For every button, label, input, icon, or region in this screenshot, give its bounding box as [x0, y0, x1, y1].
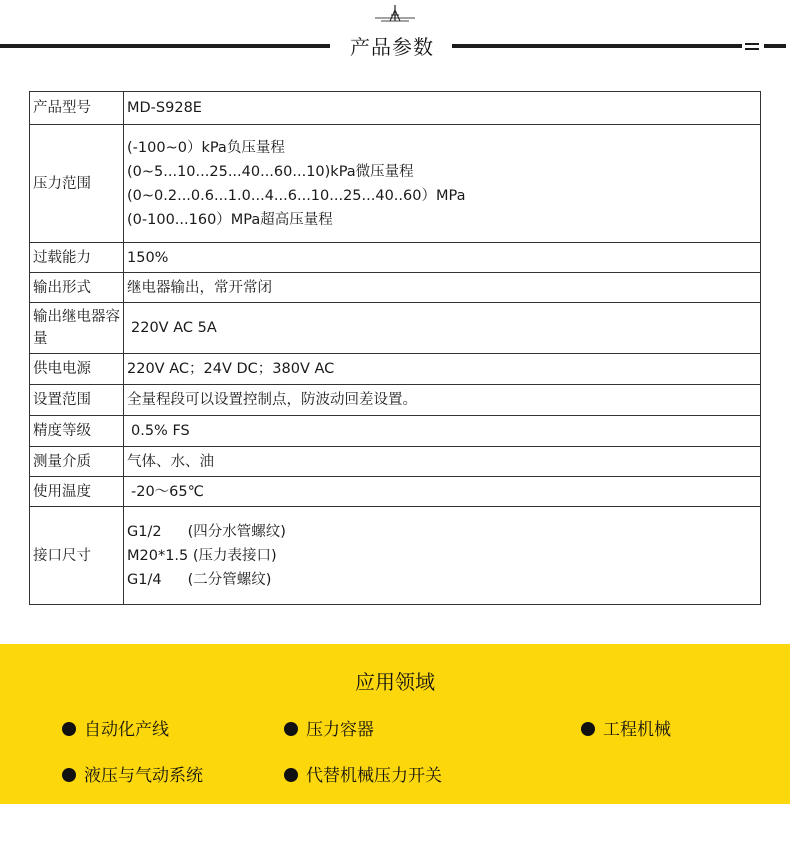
spec-value-line: [127, 520, 760, 544]
applications-section: [0, 644, 790, 804]
spec-value: [124, 507, 761, 605]
spec-value: 继电器输出，常开常闭: [124, 273, 761, 303]
table-row: [30, 354, 761, 385]
spec-value: [124, 125, 761, 243]
spec-key: 产品型号: [30, 92, 124, 125]
spec-key: 输出继电器容量: [30, 303, 124, 354]
spec-value: 220V AC；24V DC；380V AC: [124, 354, 761, 385]
spec-table: [29, 91, 761, 605]
spec-key: 测量介质: [30, 447, 124, 477]
spec-key: 供电电源: [30, 354, 124, 385]
spec-value-line: [127, 544, 760, 568]
table-row: [30, 92, 761, 125]
header-dash: [745, 43, 759, 45]
thread-desc: (二分管螺纹): [187, 571, 272, 588]
spec-key: 精度等级: [30, 416, 124, 447]
table-row: [30, 385, 761, 416]
bullet-icon: [284, 768, 298, 782]
spec-value-line: [127, 568, 760, 592]
header-line-right: [452, 44, 742, 48]
spec-key: 接口尺寸: [30, 507, 124, 605]
table-row: [30, 125, 761, 243]
spec-value: -20～65℃: [124, 477, 761, 507]
thread-desc: (四分水管螺纹): [187, 523, 286, 540]
table-row: [30, 273, 761, 303]
table-row: [30, 507, 761, 605]
bullet-icon: [62, 722, 76, 736]
spec-value-line: (0-100...160）MPa超高压量程: [127, 211, 333, 228]
application-item: 代替机械压力开关: [284, 761, 442, 786]
header-dash: [745, 48, 759, 50]
spec-value-line: (0~0.2...0.6...1.0...4...6...10...25...40..60）MPa: [127, 187, 466, 204]
applications-title: 应用领域: [355, 670, 435, 694]
spec-key: 输出形式: [30, 273, 124, 303]
header-line-left: [0, 44, 330, 48]
application-item: 液压与气动系统: [62, 761, 203, 786]
bullet-icon: [284, 722, 298, 736]
table-row: [30, 416, 761, 447]
table-row: [30, 447, 761, 477]
spec-value: 220V AC 5A: [124, 303, 761, 354]
spec-key: 过载能力: [30, 243, 124, 273]
spec-value: 全量程段可以设置控制点，防波动回差设置。: [124, 385, 761, 416]
header-dash: [764, 44, 786, 48]
bullet-icon: [581, 722, 595, 736]
section-header: [0, 0, 790, 72]
spec-value-line: (-100~0）kPa负压量程: [127, 139, 285, 156]
bullet-icon: [62, 768, 76, 782]
spec-key: 设置范围: [30, 385, 124, 416]
table-row: [30, 303, 761, 354]
spec-key: 使用温度: [30, 477, 124, 507]
spec-value: 气体、水、油: [124, 447, 761, 477]
spec-value: 150%: [124, 243, 761, 273]
page-title: 产品参数: [350, 35, 434, 59]
spec-value: 0.5% FS: [124, 416, 761, 447]
thread-code: M20*1.5: [127, 547, 189, 564]
spec-key: 压力范围: [30, 125, 124, 243]
application-item: 压力容器: [284, 715, 374, 740]
application-item: 工程机械: [581, 715, 671, 740]
application-item: 自动化产线: [62, 715, 169, 740]
thread-code: G1/4: [127, 571, 162, 588]
table-row: [30, 243, 761, 273]
tower-ornament-icon: [373, 4, 417, 24]
spec-value-line: (0~5...10...25...40...60...10)kPa微压量程: [127, 163, 414, 180]
table-row: [30, 477, 761, 507]
thread-desc: (压力表接口): [192, 547, 277, 564]
spec-value: MD-S928E: [124, 92, 761, 125]
thread-code: G1/2: [127, 523, 162, 540]
